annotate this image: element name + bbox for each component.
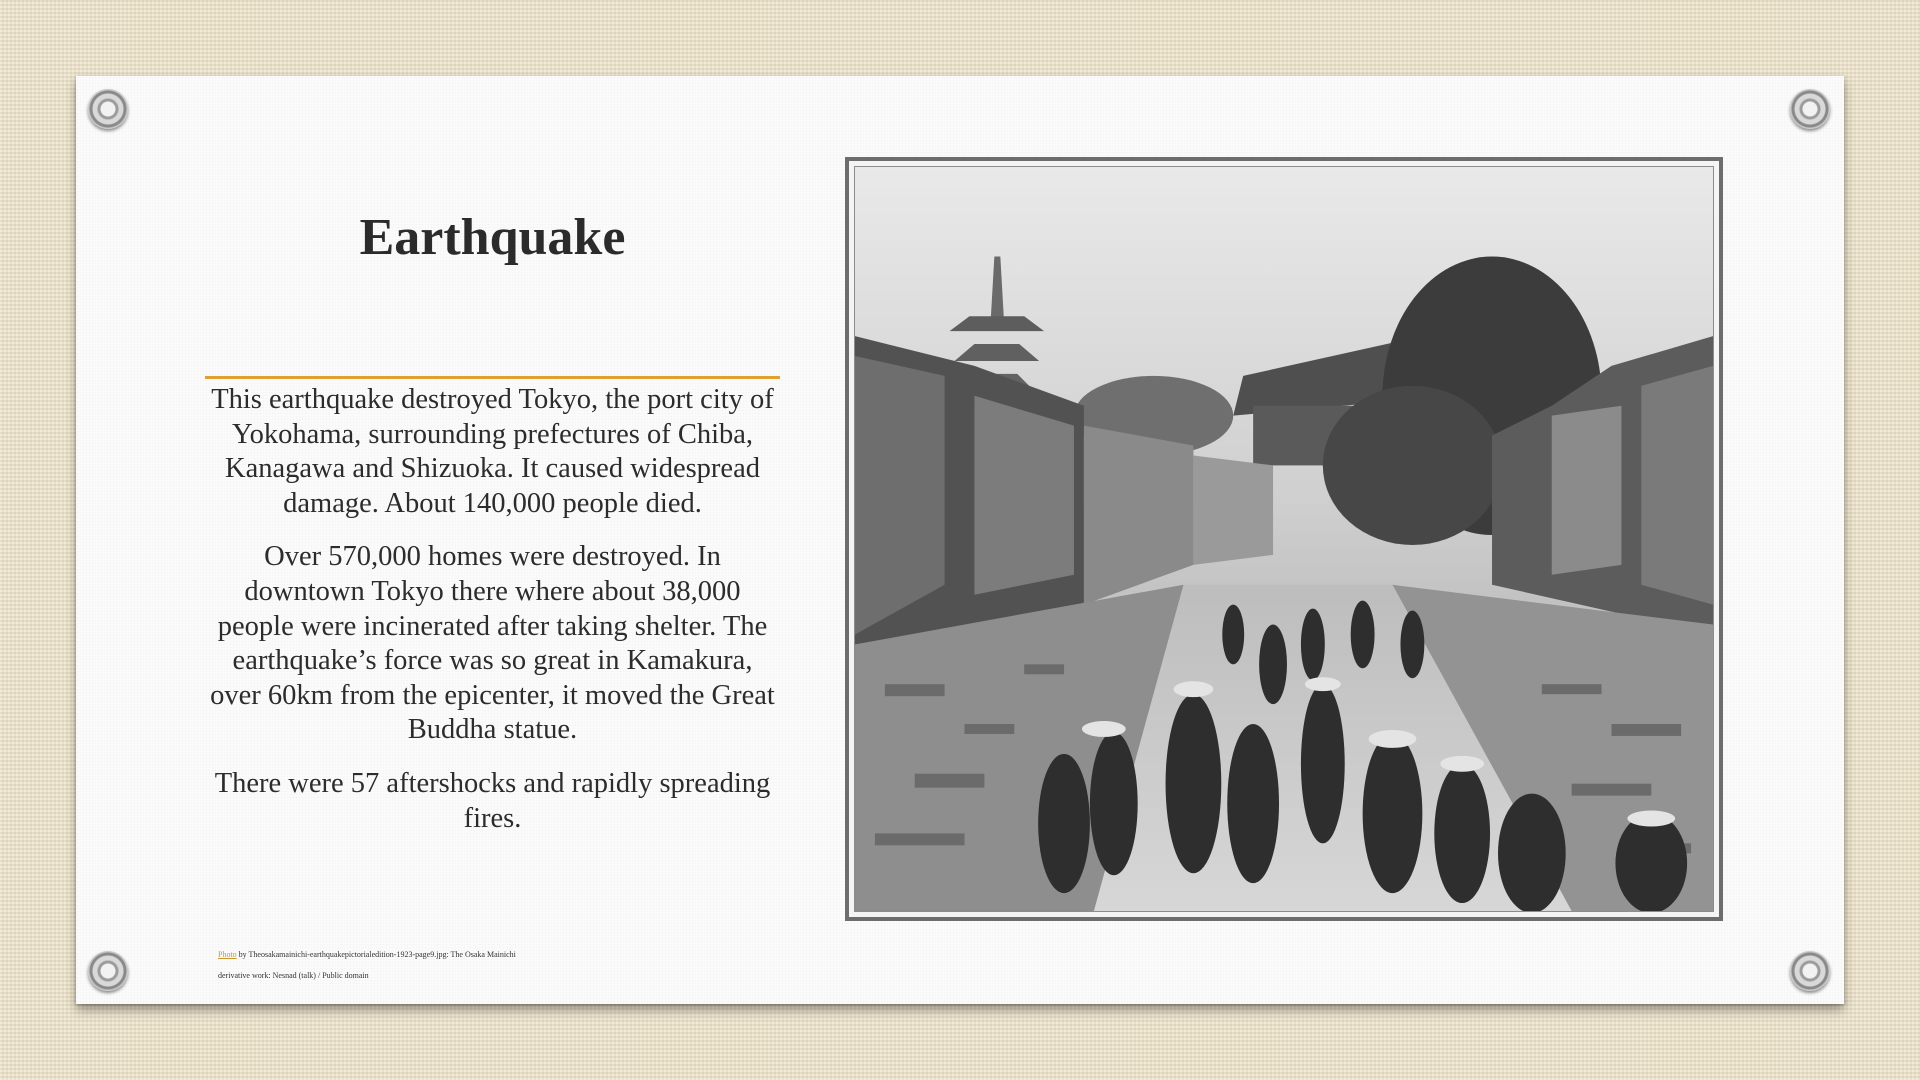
credit-line-2: derivative work: Nesnad (talk) / Public domain	[218, 971, 369, 980]
photo-credit-link[interactable]: Photo	[218, 950, 237, 959]
grommet-top-left-icon	[88, 89, 128, 129]
grommet-bottom-left-icon	[88, 951, 128, 991]
accent-divider	[205, 376, 780, 379]
photo-frame	[845, 157, 1723, 921]
paragraph-3: There were 57 aftershocks and rapidly spreading fires.	[214, 767, 771, 834]
credit-line-1	[218, 944, 638, 965]
body-text	[205, 383, 780, 855]
slide-title: Earthquake	[359, 209, 626, 266]
paragraph-1: This earthquake destroyed Tokyo, the port city of Yokohama, surrounding prefectures of Chiba, Kanagawa and Shizuoka. It caused widespread damage. About 140,000 people died.	[211, 384, 774, 519]
paragraph-2: Over 570,000 homes were destroyed. In downtown Tokyo there where about 38,000 people were incinerated after taking shelter. The earthquake’s force was so great in Kamakura, over 60km from the epicenter, it moved the Great Buddha statue.	[210, 541, 775, 746]
photo-credit	[218, 944, 638, 986]
street-ruins-photo-icon	[855, 167, 1713, 911]
earthquake-photo	[854, 166, 1714, 912]
grommet-top-right-icon	[1790, 89, 1830, 129]
credit-line-1-text: by Theosakamainichi-earthquakepictorialedition-1923-page9.jpg: The Osaka Mainichi	[236, 950, 516, 959]
grommet-bottom-right-icon	[1790, 951, 1830, 991]
